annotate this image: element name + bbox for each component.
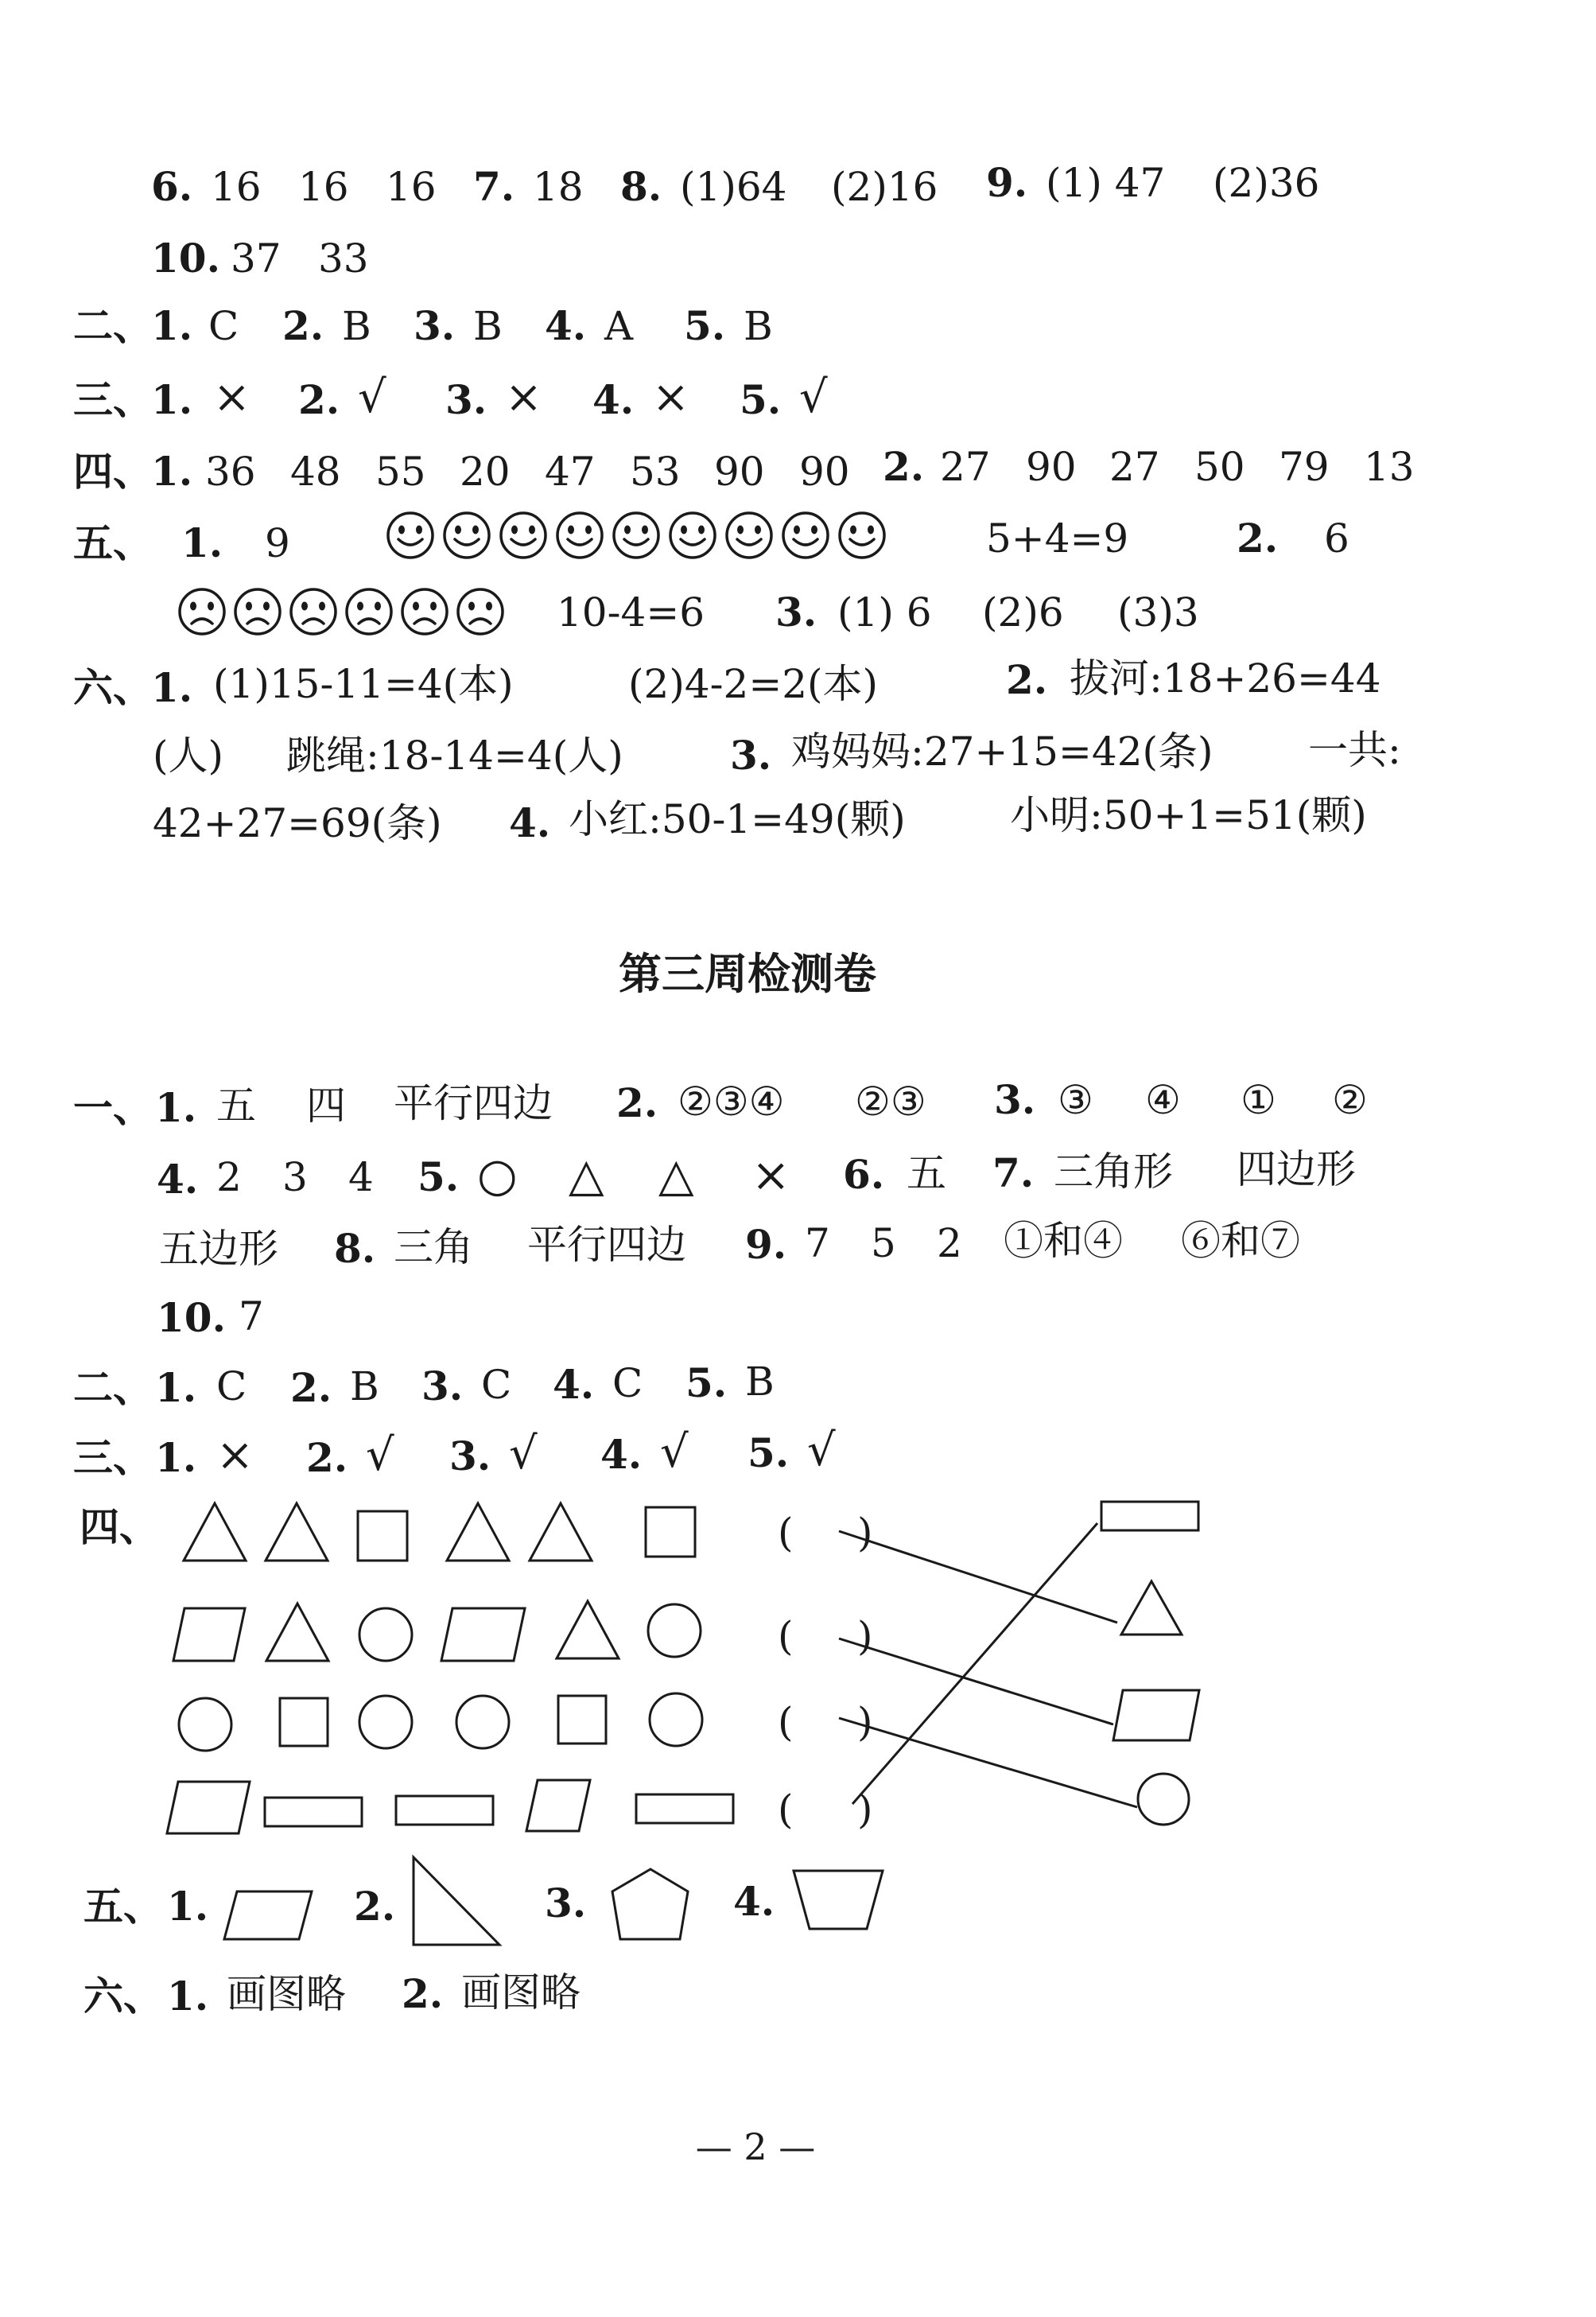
trapezoid-shape (794, 1871, 883, 1929)
w3-s1-q10: 10. (157, 1294, 226, 1341)
w3-s1-q6: 6. (843, 1151, 885, 1198)
w3-s6-a1: 画图略 (227, 1971, 346, 2017)
match-line (839, 1531, 1117, 1623)
w2-s4-a2-2: 90 (1026, 444, 1077, 490)
a7: 18 (533, 164, 584, 210)
w2-s5-eq1: 5+4=9 (986, 515, 1129, 562)
square-shape (558, 1696, 606, 1744)
a10-1: 37 (231, 235, 282, 282)
w2-s2-a1: C (208, 303, 239, 349)
right-triangle-shape (414, 1857, 499, 1945)
q9-num: 9. (986, 159, 1028, 206)
rectangle-shape (1101, 1502, 1198, 1530)
w2-s6-a2: 拔河:18+26=44 (1070, 655, 1381, 702)
w3-s3-n5: 5. (748, 1429, 790, 1476)
w3-sec2-label: 二、 (73, 1364, 153, 1411)
w2-s3-a3: × (505, 371, 542, 423)
w3-s1-a10: 7 (239, 1293, 264, 1339)
square-shape (358, 1511, 407, 1561)
circle-shape (179, 1698, 231, 1751)
w2-s2-n1: 1. (151, 302, 193, 349)
w2-s3-n3: 3. (445, 376, 487, 423)
w2-s4-a1-1: 36 (205, 449, 256, 495)
w2-s2-a3: B (473, 303, 503, 349)
w2-s5-eq2: 10-4=6 (557, 589, 705, 636)
w2-s4-a2-4: 50 (1194, 444, 1245, 490)
w3-s1-q2: 2. (616, 1079, 658, 1126)
w2-s6-a4-2: 小明:50+1=51(颗) (1010, 792, 1367, 838)
w3-s5-n3: 3. (545, 1880, 587, 1926)
w2-s4-q2: 2. (883, 443, 925, 490)
w3-s1-a9-2: 5 (871, 1220, 896, 1266)
w2-sec3-label: 三、 (73, 376, 153, 423)
q10-num: 10. (151, 235, 220, 282)
w2-s3-n2: 2. (298, 376, 340, 423)
triangle-shape (266, 1604, 328, 1661)
w2-s6-a1-1: (1)15-11=4(本) (213, 661, 514, 707)
w3-s6-a2: 画图略 (461, 1969, 581, 2016)
w3-s1-a7-2: 四边形 (1237, 1146, 1356, 1192)
w3-sec1-label: 一、 (73, 1084, 153, 1131)
w2-s3-n5: 5. (740, 376, 782, 423)
w3-s1-a1-3: 平行四边 (394, 1080, 553, 1126)
w3-s1-a3-3: ① (1241, 1077, 1276, 1123)
w3-s1-a9-1: 7 (805, 1220, 830, 1266)
w2-s5-q1: 1. (181, 519, 223, 566)
w2-s6-a1-2: (2)4-2=2(本) (628, 661, 879, 707)
w3-s3-n2: 2. (306, 1434, 348, 1481)
w3-s5-n4: 4. (733, 1878, 775, 1925)
w2-s5-a1: 9 (265, 520, 290, 566)
w2-s4-q1: 1. (151, 448, 193, 495)
match-line (839, 1639, 1113, 1724)
rectangle-shape (636, 1794, 733, 1823)
w2-sec6-label: 六、 (73, 664, 153, 711)
triangle-shape (557, 1601, 619, 1658)
w3-s2-a1: C (216, 1363, 247, 1409)
paren-close-4: ) (857, 1786, 873, 1833)
w3-s1-a4-1: 2 (216, 1154, 242, 1200)
w3-s1-a2-2: ②③ (855, 1079, 926, 1125)
w2-s6-a3b: 一共: (1308, 727, 1401, 773)
a6-2: 16 (298, 164, 349, 210)
a8-1: (1)64 (680, 164, 787, 210)
paren-close-3: ) (857, 1699, 873, 1745)
a10-2: 33 (318, 235, 369, 282)
w3-s1-a6: 五 (907, 1150, 946, 1196)
w2-s2-n3: 3. (414, 302, 456, 349)
w3-s1-a4-3: 4 (348, 1154, 374, 1200)
w2-s2-a5: B (744, 303, 773, 349)
w3-sec4-label: 四、 (80, 1503, 159, 1550)
w2-s5-a3-3: (3)3 (1117, 589, 1199, 636)
paren-open-3: ( (778, 1699, 794, 1745)
w3-s1-a3-4: ② (1332, 1077, 1368, 1123)
q6-num: 6. (151, 163, 193, 210)
w2-s2-n4: 4. (545, 302, 587, 349)
w3-s1-q5: 5. (417, 1153, 460, 1200)
parallelogram-shape (173, 1608, 245, 1661)
w3-s1-q7: 7. (992, 1149, 1035, 1196)
w2-s6-q2: 2. (1006, 656, 1048, 703)
w2-s6-q3: 3. (730, 732, 772, 779)
w3-s3-a1: × (216, 1429, 254, 1481)
w3-s1-a5-3: △ (658, 1148, 694, 1202)
w2-s3-a2: √ (358, 371, 386, 423)
triangle-shape (1121, 1581, 1182, 1635)
circle-shape (359, 1608, 412, 1661)
w2-s5-q3: 3. (775, 589, 817, 636)
a9-2: (2)36 (1213, 160, 1320, 206)
w3-s3-a4: √ (660, 1426, 689, 1478)
w3-s3-a5: √ (807, 1425, 836, 1476)
a8-2: (2)16 (831, 164, 938, 210)
w2-s6-q4: 4. (509, 799, 551, 846)
w2-s4-a1-3: 55 (375, 449, 426, 495)
w2-s3-n4: 4. (592, 376, 635, 423)
w3-s5-n1: 1. (167, 1883, 209, 1930)
page-number: — 2 — (695, 2125, 816, 2168)
w3-s2-n5: 5. (685, 1359, 728, 1406)
w3-s1-a1-2: 四 (306, 1083, 346, 1129)
w3-s1-a7-1: 三角形 (1054, 1149, 1173, 1195)
w3-s1-q9: 9. (745, 1221, 787, 1268)
w2-s4-a2-5: 79 (1279, 444, 1330, 490)
w3-s1-a3-1: ③ (1058, 1077, 1093, 1123)
a9-1: (1) 47 (1046, 160, 1166, 206)
w2-s4-a2-1: 27 (940, 444, 991, 490)
w2-s5-a3-2: (2)6 (982, 589, 1064, 636)
w3-s1-a3-2: ④ (1145, 1077, 1181, 1123)
w3-s1-a4-2: 3 (282, 1154, 308, 1200)
q8-num: 8. (620, 163, 662, 210)
w3-s2-a5: B (745, 1359, 775, 1405)
w3-s3-n4: 4. (600, 1431, 643, 1478)
parallelogram-shape (224, 1891, 312, 1939)
paren-close-2: ) (857, 1613, 873, 1659)
w2-s6-a2b: (人) (153, 733, 224, 779)
w3-s2-n2: 2. (290, 1364, 332, 1411)
a6-3: 16 (386, 164, 437, 210)
w3-s1-a5-1: ○ (477, 1148, 518, 1202)
w2-s3-a1: × (213, 371, 250, 423)
paren-open-4: ( (778, 1786, 794, 1833)
section-title: 第三周检测卷 (619, 948, 876, 999)
w2-s4-a1-8: 90 (799, 449, 850, 495)
match-line (839, 1718, 1137, 1807)
w3-s1-a9-5: ⑥和⑦ (1181, 1218, 1300, 1264)
w2-s2-n5: 5. (684, 302, 726, 349)
w2-s4-a1-7: 90 (714, 449, 765, 495)
w3-sec6-label: 六、 (83, 1973, 163, 2020)
w3-s5-n2: 2. (354, 1883, 396, 1930)
w2-s6-q1: 1. (151, 664, 193, 711)
parallelogram-shape (167, 1782, 250, 1833)
w3-s2-a3: C (481, 1362, 512, 1408)
w2-s5-q2: 2. (1237, 515, 1279, 562)
w2-s5-a2: 6 (1324, 515, 1349, 562)
w2-sec2-label: 二、 (73, 302, 153, 349)
triangle-shape (266, 1503, 328, 1561)
w3-s2-n4: 4. (553, 1361, 595, 1408)
circle-shape (456, 1696, 509, 1748)
square-shape (646, 1507, 695, 1557)
w3-s1-a8-2: 平行四边 (527, 1222, 686, 1268)
w2-sec4-label: 四、 (73, 448, 153, 495)
circle-shape (1138, 1774, 1189, 1825)
w3-s1-q8: 8. (334, 1225, 376, 1272)
parallelogram-shape (526, 1780, 590, 1831)
w2-s3-a4: × (652, 371, 689, 423)
a6-1: 16 (211, 164, 262, 210)
parallelogram-shape (441, 1608, 525, 1661)
parallelogram-shape (1113, 1690, 1199, 1740)
q7-num: 7. (473, 163, 515, 210)
w2-s6-a2c: 跳绳:18-14=4(人) (286, 733, 623, 779)
w2-s4-a2-6: 13 (1364, 444, 1415, 490)
w3-s1-a1-1: 五 (216, 1083, 256, 1129)
w3-s3-a3: √ (509, 1428, 538, 1479)
w3-s3-n3: 3. (449, 1433, 491, 1479)
rectangle-shape (265, 1798, 362, 1826)
w2-s2-a4: A (604, 303, 634, 349)
triangle-shape (184, 1503, 246, 1561)
paren-open-2: ( (778, 1613, 794, 1659)
w3-s6-n1: 1. (167, 1973, 209, 2020)
w3-s1-a7c: 五边形 (159, 1226, 278, 1272)
w2-s4-a1-6: 53 (630, 449, 681, 495)
w3-s2-a2: B (350, 1363, 379, 1409)
w3-s2-a4: C (612, 1360, 643, 1406)
w2-s3-a5: √ (799, 371, 828, 423)
circle-shape (650, 1693, 702, 1746)
w3-sec5-label: 五、 (83, 1883, 163, 1930)
w3-s2-n1: 1. (155, 1364, 197, 1411)
w3-s1-q3: 3. (994, 1076, 1036, 1123)
w3-s1-a2-1: ②③④ (678, 1079, 785, 1125)
match-line (852, 1523, 1097, 1804)
w3-s6-n2: 2. (402, 1970, 444, 2017)
w2-s4-a2-3: 27 (1109, 444, 1160, 490)
w3-sec3-label: 三、 (73, 1434, 153, 1481)
w3-s1-q4: 4. (157, 1156, 199, 1203)
w2-s5-a3-1: (1) 6 (837, 589, 932, 636)
w3-s1-a9-3: 2 (937, 1220, 962, 1266)
square-shape (280, 1698, 328, 1746)
triangle-shape (530, 1503, 592, 1561)
w3-s1-a9-4: ①和④ (1004, 1218, 1123, 1264)
triangle-shape (447, 1503, 509, 1561)
paren-close-1: ) (857, 1510, 873, 1556)
w3-s2-n3: 3. (421, 1363, 464, 1409)
pentagon-shape (612, 1869, 688, 1939)
w2-s4-a1-2: 48 (290, 449, 341, 495)
w2-s3-n1: 1. (151, 376, 193, 423)
w2-sec5-label: 五、 (73, 519, 153, 566)
w2-s6-a3c: 42+27=69(条) (153, 800, 442, 846)
w2-s6-a4-1: 小红:50-1=49(颗) (569, 796, 906, 842)
w2-s2-a2: B (342, 303, 371, 349)
w3-s1-a8-1: 三角 (394, 1224, 473, 1270)
w2-s6-a3: 鸡妈妈:27+15=42(条) (791, 729, 1214, 775)
w3-s1-q1: 1. (155, 1084, 197, 1131)
w2-s2-n2: 2. (282, 302, 324, 349)
w3-s1-a5-4: × (751, 1148, 790, 1202)
w3-s3-n1: 1. (155, 1434, 197, 1481)
w3-s1-a5-2: △ (569, 1148, 604, 1202)
circle-shape (648, 1604, 701, 1657)
w2-s4-a1-5: 47 (545, 449, 596, 495)
w3-s3-a2: √ (366, 1429, 394, 1481)
rectangle-shape (396, 1796, 493, 1825)
circle-shape (359, 1696, 412, 1748)
paren-open-1: ( (778, 1510, 794, 1556)
w2-s4-a1-4: 20 (460, 449, 511, 495)
